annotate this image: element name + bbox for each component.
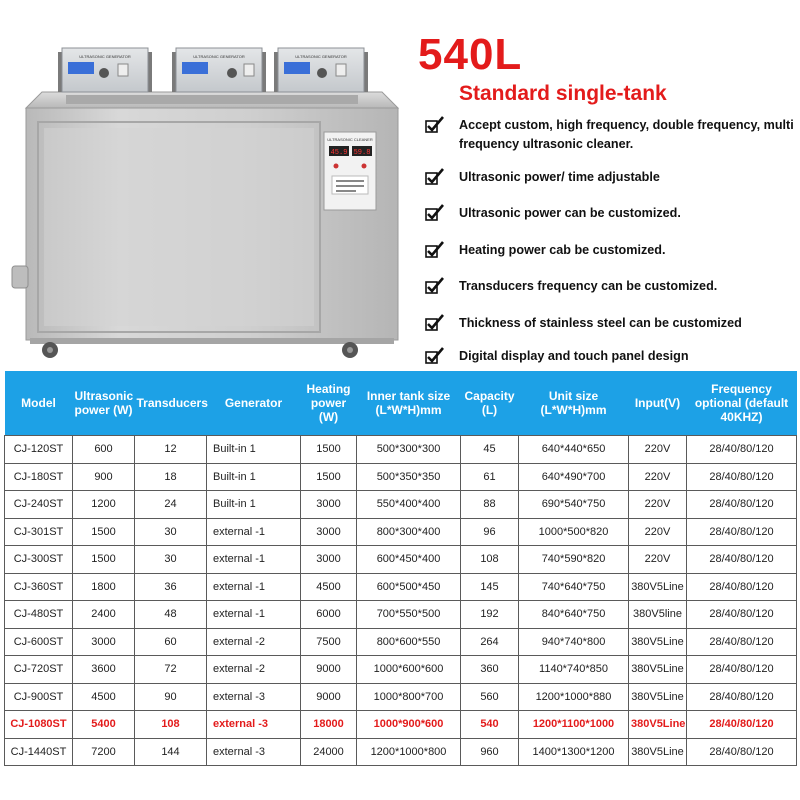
table-cell: 45: [461, 436, 519, 464]
table-cell: 90: [135, 683, 207, 711]
table-cell: 1200*1000*800: [357, 738, 461, 766]
table-cell: external -1: [207, 546, 301, 574]
table-cell: 30: [135, 518, 207, 546]
table-cell: 18000: [301, 711, 357, 739]
column-header: Transducers: [135, 371, 207, 436]
table-cell: 24: [135, 491, 207, 519]
feature-text: Transducers frequency can be customized.: [459, 279, 718, 293]
table-cell: 30: [135, 546, 207, 574]
table-cell: 7200: [73, 738, 135, 766]
drain-valve: [12, 266, 28, 288]
table-cell: 2400: [73, 601, 135, 629]
table-cell: CJ-240ST: [5, 491, 73, 519]
table-cell: 900: [73, 463, 135, 491]
table-cell: 108: [461, 546, 519, 574]
table-cell: 1200*1100*1000: [519, 711, 629, 739]
feature-text: Thickness of stainless steel can be customized: [459, 316, 742, 330]
checkbox-checked-icon: [425, 347, 445, 365]
table-cell: 800*300*400: [357, 518, 461, 546]
table-cell: CJ-301ST: [5, 518, 73, 546]
table-cell: external -3: [207, 738, 301, 766]
table-cell: 220V: [629, 436, 687, 464]
table-cell: 28/40/80/120: [687, 656, 797, 684]
tank-base: [30, 338, 394, 344]
time-readout: 59.8: [353, 149, 371, 157]
table-cell: Built-in 1: [207, 463, 301, 491]
table-cell: CJ-180ST: [5, 463, 73, 491]
column-header: Inner tank size (L*W*H)mm: [357, 371, 461, 436]
table-cell: 28/40/80/120: [687, 573, 797, 601]
table-cell: 192: [461, 601, 519, 629]
column-header: Generator: [207, 371, 301, 436]
table-cell: 144: [135, 738, 207, 766]
ultrasonic-generator-1: [58, 48, 152, 92]
table-cell: 600: [73, 436, 135, 464]
feature-text: Heating power cab be customized.: [459, 243, 666, 257]
svg-text:ULTRASONIC GENERATOR: ULTRASONIC GENERATOR: [295, 54, 347, 59]
checkbox-checked-icon: [425, 241, 445, 259]
table-cell: 740*640*750: [519, 573, 629, 601]
table-cell: CJ-1440ST: [5, 738, 73, 766]
table-cell: 3000: [301, 518, 357, 546]
table-row: [5, 491, 797, 519]
table-cell: 28/40/80/120: [687, 601, 797, 629]
table-row: [5, 656, 797, 684]
table-cell: CJ-360ST: [5, 573, 73, 601]
table-cell: 1000*500*820: [519, 518, 629, 546]
table-cell: 9000: [301, 683, 357, 711]
table-cell: 1500: [301, 436, 357, 464]
table-cell: external -2: [207, 656, 301, 684]
table-cell: 220V: [629, 518, 687, 546]
feature-text: Ultrasonic power can be customized.: [459, 206, 681, 220]
specification-table: [4, 371, 797, 766]
table-cell: CJ-900ST: [5, 683, 73, 711]
table-cell: 600*500*450: [357, 573, 461, 601]
column-header: Heating power (W): [301, 371, 357, 436]
table-cell: 28/40/80/120: [687, 711, 797, 739]
table-cell: 5400: [73, 711, 135, 739]
temperature-readout: 45.9: [330, 149, 348, 157]
column-header: Model: [5, 371, 73, 436]
table-body: [5, 436, 797, 766]
table-cell: 380V5line: [629, 601, 687, 629]
table-cell: 3000: [301, 546, 357, 574]
table-cell: 18: [135, 463, 207, 491]
table-row: [5, 601, 797, 629]
table-cell: external -3: [207, 711, 301, 739]
table-cell: 28/40/80/120: [687, 628, 797, 656]
table-cell: Built-in 1: [207, 491, 301, 519]
table-cell: 28/40/80/120: [687, 683, 797, 711]
table-row: [5, 738, 797, 766]
table-cell: CJ-300ST: [5, 546, 73, 574]
table-row: [5, 628, 797, 656]
table-cell: 960: [461, 738, 519, 766]
table-cell: external -1: [207, 518, 301, 546]
table-cell: 360: [461, 656, 519, 684]
ultrasonic-cleaner-image: [0, 0, 410, 370]
table-cell: 500*350*350: [357, 463, 461, 491]
table-cell: 380V5Line: [629, 711, 687, 739]
table-cell: 6000: [301, 601, 357, 629]
table-cell: 4500: [73, 683, 135, 711]
table-cell: 96: [461, 518, 519, 546]
table-cell: 3000: [73, 628, 135, 656]
table-cell: CJ-120ST: [5, 436, 73, 464]
column-header: Capacity (L): [461, 371, 519, 436]
checkbox-checked-icon: [425, 204, 445, 222]
table-row: [5, 573, 797, 601]
table-cell: 1500: [301, 463, 357, 491]
table-cell: 380V5Line: [629, 738, 687, 766]
column-header: Unit size (L*W*H)mm: [519, 371, 629, 436]
table-cell: 88: [461, 491, 519, 519]
table-cell: external -3: [207, 683, 301, 711]
table-cell: CJ-720ST: [5, 656, 73, 684]
table-cell: Built-in 1: [207, 436, 301, 464]
table-cell: external -1: [207, 573, 301, 601]
table-cell: 28/40/80/120: [687, 436, 797, 464]
table-cell: 690*540*750: [519, 491, 629, 519]
table-row: [5, 546, 797, 574]
ultrasonic-generator-2: [172, 48, 266, 92]
table-cell: 264: [461, 628, 519, 656]
table-header-row: [5, 371, 797, 436]
table-cell: CJ-600ST: [5, 628, 73, 656]
control-panel-label: ULTRASONIC CLEANER: [327, 137, 373, 142]
table-cell: 1200: [73, 491, 135, 519]
tank-opening: [66, 95, 358, 104]
table-cell: 1000*800*700: [357, 683, 461, 711]
table-cell: CJ-1080ST: [5, 711, 73, 739]
heat-button: [362, 164, 367, 169]
table-cell: 550*400*400: [357, 491, 461, 519]
table-cell: 48: [135, 601, 207, 629]
table-cell: 3600: [73, 656, 135, 684]
table-cell: 4500: [301, 573, 357, 601]
table-cell: 1200*1000*880: [519, 683, 629, 711]
table-cell: 28/40/80/120: [687, 518, 797, 546]
table-cell: CJ-480ST: [5, 601, 73, 629]
table-cell: 740*590*820: [519, 546, 629, 574]
table-cell: 145: [461, 573, 519, 601]
table-cell: 36: [135, 573, 207, 601]
table-cell: 1500: [73, 518, 135, 546]
table-cell: 28/40/80/120: [687, 546, 797, 574]
table-cell: 220V: [629, 546, 687, 574]
table-row: [5, 436, 797, 464]
table-cell: 28/40/80/120: [687, 463, 797, 491]
feature-text: Ultrasonic power/ time adjustable: [459, 170, 660, 184]
table-cell: 3000: [301, 491, 357, 519]
table-cell: 840*640*750: [519, 601, 629, 629]
table-cell: 560: [461, 683, 519, 711]
table-cell: 1500: [73, 546, 135, 574]
table-cell: 108: [135, 711, 207, 739]
table-cell: 72: [135, 656, 207, 684]
table-cell: 1800: [73, 573, 135, 601]
table-cell: 380V5Line: [629, 628, 687, 656]
table-cell: 7500: [301, 628, 357, 656]
column-header: Input(V): [629, 371, 687, 436]
table-cell: 640*490*700: [519, 463, 629, 491]
table-cell: 220V: [629, 463, 687, 491]
table-cell: 220V: [629, 491, 687, 519]
table-row: [5, 518, 797, 546]
table-cell: 380V5Line: [629, 656, 687, 684]
column-header: Frequency optional (default 40KHZ): [687, 371, 797, 436]
table-cell: 12: [135, 436, 207, 464]
checkbox-checked-icon: [425, 168, 445, 186]
table-row-highlighted: [5, 711, 797, 739]
table-cell: 940*740*800: [519, 628, 629, 656]
svg-text:ULTRASONIC GENERATOR: ULTRASONIC GENERATOR: [193, 54, 245, 59]
svg-text:ULTRASONIC GENERATOR: ULTRASONIC GENERATOR: [79, 54, 131, 59]
table-cell: 500*300*300: [357, 436, 461, 464]
table-cell: 60: [135, 628, 207, 656]
table-cell: 1400*1300*1200: [519, 738, 629, 766]
feature-text: Digital display and touch panel design: [459, 349, 689, 363]
table-cell: 540: [461, 711, 519, 739]
checkbox-checked-icon: [425, 116, 445, 134]
table-cell: 700*550*500: [357, 601, 461, 629]
table-cell: 24000: [301, 738, 357, 766]
control-panel: [324, 132, 376, 210]
table-cell: 1000*600*600: [357, 656, 461, 684]
table-cell: external -1: [207, 601, 301, 629]
tank-type-subtitle: Standard single-tank: [459, 82, 667, 105]
feature-text: Accept custom, high frequency, double frequency, multi frequency ultrasonic cleaner.: [459, 118, 794, 151]
checkbox-checked-icon: [425, 277, 445, 295]
table-cell: 640*440*650: [519, 436, 629, 464]
table-cell: 28/40/80/120: [687, 491, 797, 519]
capacity-title: 540L: [418, 30, 523, 79]
table-cell: 1140*740*850: [519, 656, 629, 684]
power-button: [334, 164, 339, 169]
ultrasonic-generator-3: [274, 48, 368, 92]
checkbox-checked-icon: [425, 314, 445, 332]
table-cell: 1000*900*600: [357, 711, 461, 739]
table-row: [5, 463, 797, 491]
table-cell: 380V5Line: [629, 683, 687, 711]
table-cell: 61: [461, 463, 519, 491]
column-header: Ultrasonic power (W): [73, 371, 135, 436]
table-cell: external -2: [207, 628, 301, 656]
table-cell: 380V5Line: [629, 573, 687, 601]
table-cell: 9000: [301, 656, 357, 684]
table-row: [5, 683, 797, 711]
table-cell: 28/40/80/120: [687, 738, 797, 766]
table-cell: 800*600*550: [357, 628, 461, 656]
table-cell: 600*450*400: [357, 546, 461, 574]
